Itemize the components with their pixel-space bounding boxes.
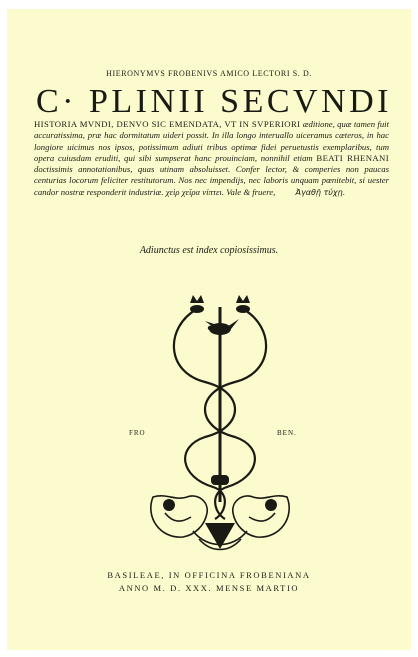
device-label-right: BEN.	[277, 429, 297, 437]
book-title: C· PLINII SECVNDI	[35, 83, 393, 120]
closing-words: Vale & fruere,	[226, 186, 276, 197]
device-label-left: FRO	[129, 429, 146, 437]
greek-proverb: χεὶρ χεῖρα νίπτει.	[165, 186, 225, 197]
dedication-header: HIERONYMVS FROBENIVS AMICO LECTORI S. D.	[106, 69, 312, 78]
handwritten-signature: Ἀγαθῇ τύχῃ.	[295, 187, 346, 197]
printers-device-caduceus	[135, 287, 305, 557]
preface-text	[34, 119, 389, 198]
preface-text-1: æditione, quæ tamen fuit accuratissima, præ hac dormitatum uideri possit. In illa longo interuallo uiceramus cæteros, in hac longiore uicimus nos ipsos, potissimum adiuti tribus optimæ fidei peruetustis exemplaribus, tum opera cuiusdam eruditi, qui sibi sumpserat hanc prouinciam, nonnihil etiam	[34, 119, 389, 163]
index-note: Adiunctus est index copiosissimus.	[139, 245, 279, 256]
imprint-line-1: BASILEAE, IN OFFICINA FROBENIANA	[107, 570, 311, 580]
rhenanus-name: BEATI RHENANI	[316, 152, 390, 163]
imprint-line-2: ANNO M. D. XXX. MENSE MARTIO	[118, 583, 300, 593]
preface-text-2: doctissimis annotationibus, quas utinam absoluisset. Confer lector, & comperies non paucas centurias locorum feliciter restitutorum. Nos nec impendijs, nec laboris unquam pœnitebit, si uester candor nostræ responderit industriæ.	[34, 164, 389, 197]
title-page	[7, 9, 411, 650]
preface-lead: HISTORIA MVNDI, DENVO SIC EMENDATA, VT IN SVPERIORI	[34, 119, 301, 129]
